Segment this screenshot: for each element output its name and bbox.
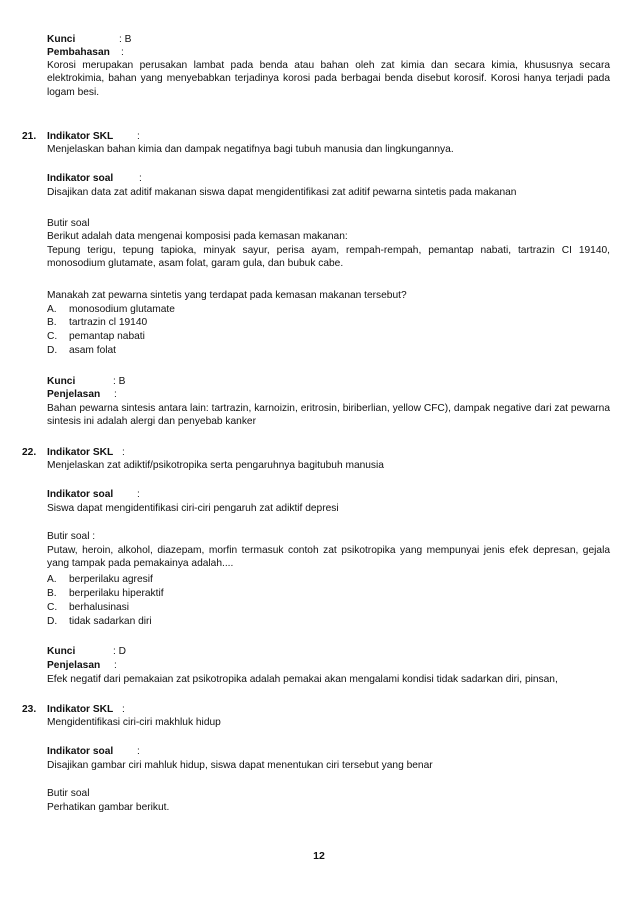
colon: :	[114, 389, 117, 400]
q21-soal-text: Disajikan data zat aditif makanan siswa dapat mengidentifikasi zat aditif pewarna sintetis pada makanan	[47, 187, 517, 198]
q21-option-b	[47, 316, 147, 329]
q21-butir-label: Butir soal	[47, 218, 90, 229]
option-text: asam folat	[69, 345, 116, 356]
q21-question: Manakah zat pewarna sintetis yang terdapat pada kemasan makanan tersebut?	[47, 290, 407, 301]
option-text: monosodium glutamate	[69, 304, 175, 315]
q22-option-c	[47, 601, 129, 614]
q23-skl-text: Mengidentifikasi ciri-ciri makhluk hidup	[47, 717, 221, 728]
skl-label: Indikator SKL	[47, 131, 114, 142]
q21-intro: Berikut adalah data mengenai komposisi pada kemasan makanan:	[47, 231, 348, 242]
penjelasan-label: Penjelasan	[47, 660, 101, 671]
colon: :	[121, 47, 124, 58]
kunci-value: : B	[113, 376, 126, 387]
pembahasan-label: Pembahasan	[47, 47, 110, 58]
q21-skl-line	[47, 130, 610, 143]
q22-question: Putaw, heroin, alkohol, diazepam, morfin termasuk contoh zat psikotropika yang mempunyai jenis efek depresan, gejala yang tampak pada pemakainya adalah....	[47, 545, 610, 570]
q22-butir-label: Butir soal :	[47, 531, 96, 542]
top-pembahasan-line	[47, 46, 610, 59]
option-text: pemantap nabati	[69, 331, 145, 342]
q22-option-a	[47, 573, 153, 586]
colon: :	[137, 131, 140, 142]
q21-penjelasan-text: Bahan pewarna sintesis antara lain: tartrazin, karnoizin, eritrosin, biriberlian, yellow CFC), dampak negative dari zat pewarna sintesis ini adalah alergi dan penyebab kanker	[47, 403, 610, 428]
q22-penjelasan-text: Efek negatif dari pemakaian zat psikotropika adalah pemakai akan mengalami kondisi tidak sadarkan diri, pinsan,	[47, 674, 558, 685]
q22-skl-text: Menjelaskan zat adiktif/psikotropika serta pengaruhnya bagitubuh manusia	[47, 460, 384, 471]
q21-skl-text: Menjelaskan bahan kimia dan dampak negatifnya bagi tubuh manusia dan lingkungannya.	[47, 144, 454, 155]
page-number: 12	[313, 850, 325, 862]
option-letter: A.	[47, 574, 57, 585]
q23-butir-label: Butir soal	[47, 788, 90, 799]
question-number-23: 23.	[22, 704, 37, 715]
option-letter: B.	[47, 588, 57, 599]
q21-option-c	[47, 330, 145, 343]
q21-kunci-line	[47, 375, 610, 388]
q22-kunci-line	[47, 645, 610, 658]
q23-soal-line	[47, 745, 610, 758]
kunci-label: Kunci	[47, 34, 76, 45]
penjelasan-label: Penjelasan	[47, 389, 101, 400]
skl-label: Indikator SKL	[47, 704, 114, 715]
q23-skl-line	[47, 703, 610, 716]
q22-soal-text: Siswa dapat mengidentifikasi ciri-ciri pengaruh zat adiktif depresi	[47, 503, 339, 514]
q22-option-b	[47, 587, 164, 600]
colon: :	[137, 746, 140, 757]
option-letter: C.	[47, 602, 58, 613]
option-letter: D.	[47, 616, 58, 627]
colon: :	[137, 489, 140, 500]
q23-question: Perhatikan gambar berikut.	[47, 802, 170, 813]
colon: :	[122, 447, 125, 458]
soal-label: Indikator soal	[47, 489, 114, 500]
option-letter: B.	[47, 317, 57, 328]
colon: :	[114, 660, 117, 671]
option-text: berhalusinasi	[69, 602, 130, 613]
option-letter: C.	[47, 331, 58, 342]
option-text: tidak sadarkan diri	[69, 616, 152, 627]
option-text: tartrazin cl 19140	[69, 317, 148, 328]
option-text: berperilaku agresif	[69, 574, 153, 585]
q21-option-a	[47, 303, 175, 316]
soal-label: Indikator soal	[47, 746, 114, 757]
pembahasan-text: Korosi merupakan perusakan lambat pada benda atau bahan oleh zat kimia dan secara kimia, khususnya secara elektrokimia, bahan yang menyebabkan terjadinya korosi pada berbagai benda disebut korosif. Korosi hanya terjadi pada logam besi.	[47, 60, 610, 98]
q23-soal-text: Disajikan gambar ciri mahluk hidup, siswa dapat menentukan ciri tersebut yang benar	[47, 760, 433, 771]
kunci-label: Kunci	[47, 376, 76, 387]
soal-label: Indikator soal	[47, 173, 114, 184]
kunci-value: : D	[113, 646, 127, 657]
skl-label: Indikator SKL	[47, 447, 114, 458]
question-number-21: 21.	[22, 131, 37, 142]
q21-data: Tepung terigu, tepung tapioka, minyak sayur, perisa ayam, rempah-rempah, pemantap nabati, tartrazin CI 19140, monosodium glutamate, asam folat, garam gula, dan bubuk cabe.	[47, 245, 610, 270]
q21-option-d	[47, 344, 116, 357]
top-kunci-line	[47, 33, 610, 46]
kunci-value: : B	[119, 34, 132, 45]
q22-penjelasan-line	[47, 659, 610, 672]
option-letter: D.	[47, 345, 58, 356]
question-number-22: 22.	[22, 447, 37, 458]
colon: :	[122, 704, 125, 715]
option-letter: A.	[47, 304, 57, 315]
q21-penjelasan-line	[47, 388, 610, 401]
q21-soal-line	[47, 172, 610, 185]
option-text: berperilaku hiperaktif	[69, 588, 164, 599]
kunci-label: Kunci	[47, 646, 76, 657]
q22-option-d	[47, 615, 152, 628]
q22-skl-line	[47, 446, 610, 459]
q22-soal-line	[47, 488, 610, 501]
colon: :	[139, 173, 142, 184]
